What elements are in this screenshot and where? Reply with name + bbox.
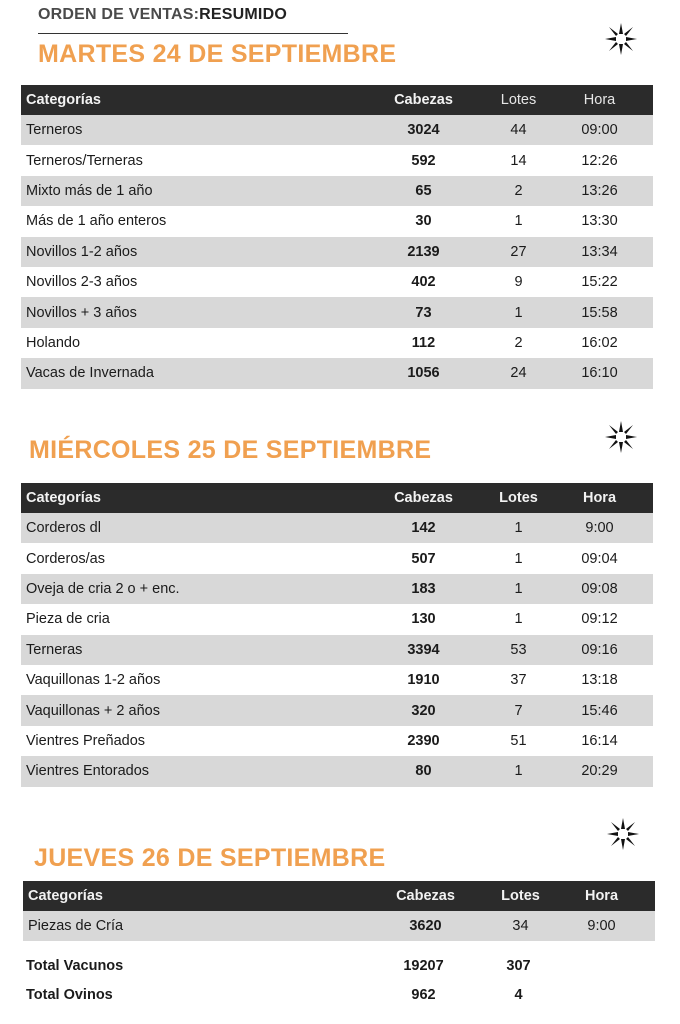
cell-categoria: Corderos/as bbox=[21, 543, 356, 573]
cell-categoria: Vacas de Invernada bbox=[21, 358, 356, 388]
cell-categoria: Terneros/Terneras bbox=[21, 145, 356, 175]
col-header-cabezas: Cabezas bbox=[356, 85, 491, 115]
title-divider bbox=[38, 33, 348, 34]
totals-row bbox=[21, 951, 653, 980]
table-row bbox=[21, 115, 653, 145]
cell-cabezas: 80 bbox=[356, 756, 491, 786]
cell-hora: 15:46 bbox=[546, 695, 653, 725]
cell-cabezas: 3620 bbox=[358, 911, 493, 941]
cell-categoria: Corderos dl bbox=[21, 513, 356, 543]
cell-categoria: Vientres Entorados bbox=[21, 756, 356, 786]
cell-hora: 13:34 bbox=[546, 237, 653, 267]
col-header-categoria: Categorías bbox=[21, 483, 356, 513]
cell-categoria: Novillos 2-3 años bbox=[21, 267, 356, 297]
total-label: Total Ovinos bbox=[26, 986, 113, 1003]
cell-hora: 16:02 bbox=[546, 328, 653, 358]
cell-cabezas: 183 bbox=[356, 574, 491, 604]
col-header-cabezas: Cabezas bbox=[358, 881, 493, 911]
cell-lotes: 7 bbox=[491, 695, 546, 725]
table-row bbox=[21, 513, 653, 543]
table-row bbox=[21, 267, 653, 297]
page-title-prefix: ORDEN DE VENTAS: bbox=[38, 6, 200, 23]
col-header-lotes: Lotes bbox=[493, 881, 548, 911]
cell-cabezas: 30 bbox=[356, 206, 491, 236]
cell-categoria: Piezas de Cría bbox=[23, 911, 358, 941]
day-title-tuesday: MARTES 24 DE SEPTIEMBRE bbox=[38, 40, 397, 68]
col-header-categoria: Categorías bbox=[21, 85, 356, 115]
cell-hora: 13:18 bbox=[546, 665, 653, 695]
cell-hora: 09:16 bbox=[546, 635, 653, 665]
table-row bbox=[21, 297, 653, 327]
cell-cabezas: 1056 bbox=[356, 358, 491, 388]
totals-table bbox=[21, 951, 653, 1009]
cell-lotes: 2 bbox=[491, 176, 546, 206]
cell-lotes: 53 bbox=[491, 635, 546, 665]
cell-categoria: Terneros bbox=[21, 115, 356, 145]
cell-hora: 09:00 bbox=[546, 115, 653, 145]
cell-categoria: Novillos 1-2 años bbox=[21, 237, 356, 267]
cell-cabezas: 142 bbox=[356, 513, 491, 543]
cell-categoria: Vientres Preñados bbox=[21, 726, 356, 756]
table-row bbox=[21, 328, 653, 358]
cell-lotes: 14 bbox=[491, 145, 546, 175]
table-row bbox=[21, 543, 653, 573]
total-cabezas: 19207 bbox=[403, 957, 444, 974]
total-lotes: 307 bbox=[506, 957, 531, 974]
cell-hora: 20:29 bbox=[546, 756, 653, 786]
day-title-thursday: JUEVES 26 DE SEPTIEMBRE bbox=[34, 844, 386, 872]
col-header-hora: Hora bbox=[548, 881, 655, 911]
cell-categoria: Vaquillonas 1-2 años bbox=[21, 665, 356, 695]
cell-categoria: Mixto más de 1 año bbox=[21, 176, 356, 206]
cell-lotes: 37 bbox=[491, 665, 546, 695]
cell-hora: 12:26 bbox=[546, 145, 653, 175]
table-row bbox=[23, 911, 655, 941]
asterisk-logo-icon bbox=[604, 22, 638, 56]
cell-cabezas: 1910 bbox=[356, 665, 491, 695]
table-row bbox=[21, 145, 653, 175]
cell-cabezas: 507 bbox=[356, 543, 491, 573]
day-title-wednesday: MIÉRCOLES 25 DE SEPTIEMBRE bbox=[29, 436, 432, 464]
cell-categoria: Terneras bbox=[21, 635, 356, 665]
page-title bbox=[38, 6, 287, 24]
table-row bbox=[21, 358, 653, 388]
table-row bbox=[21, 665, 653, 695]
col-header-hora: Hora bbox=[546, 483, 653, 513]
cell-cabezas: 130 bbox=[356, 604, 491, 634]
total-lotes: 4 bbox=[514, 986, 523, 1003]
table-row bbox=[21, 756, 653, 786]
cell-cabezas: 402 bbox=[356, 267, 491, 297]
col-header-hora: Hora bbox=[546, 85, 653, 115]
cell-lotes: 2 bbox=[491, 328, 546, 358]
cell-hora: 09:08 bbox=[546, 574, 653, 604]
total-label: Total Vacunos bbox=[26, 957, 124, 974]
cell-cabezas: 112 bbox=[356, 328, 491, 358]
table-row bbox=[21, 604, 653, 634]
col-header-lotes: Lotes bbox=[491, 483, 546, 513]
cell-lotes: 1 bbox=[491, 756, 546, 786]
totals-row bbox=[21, 980, 653, 1009]
cell-hora: 15:58 bbox=[546, 297, 653, 327]
cell-hora: 15:22 bbox=[546, 267, 653, 297]
cell-hora: 16:14 bbox=[546, 726, 653, 756]
cell-lotes: 24 bbox=[491, 358, 546, 388]
cell-categoria: Pieza de cria bbox=[21, 604, 356, 634]
table-row bbox=[21, 237, 653, 267]
cell-cabezas: 73 bbox=[356, 297, 491, 327]
col-header-lotes: Lotes bbox=[491, 85, 546, 115]
cell-hora: 13:30 bbox=[546, 206, 653, 236]
table-header-row bbox=[23, 881, 655, 911]
total-cabezas: 962 bbox=[411, 986, 436, 1003]
cell-cabezas: 3394 bbox=[356, 635, 491, 665]
cell-categoria: Vaquillonas + 2 años bbox=[21, 695, 356, 725]
table-row bbox=[21, 635, 653, 665]
cell-lotes: 1 bbox=[491, 543, 546, 573]
cell-hora: 9:00 bbox=[548, 911, 655, 941]
cell-lotes: 1 bbox=[491, 604, 546, 634]
cell-cabezas: 2390 bbox=[356, 726, 491, 756]
cell-cabezas: 65 bbox=[356, 176, 491, 206]
table-header-row bbox=[21, 85, 653, 115]
cell-hora: 09:04 bbox=[546, 543, 653, 573]
cell-categoria: Oveja de cria 2 o + enc. bbox=[21, 574, 356, 604]
cell-lotes: 1 bbox=[491, 206, 546, 236]
col-header-categoria: Categorías bbox=[23, 881, 358, 911]
cell-categoria: Novillos + 3 años bbox=[21, 297, 356, 327]
cell-cabezas: 3024 bbox=[356, 115, 491, 145]
cell-hora: 13:26 bbox=[546, 176, 653, 206]
cell-lotes: 44 bbox=[491, 115, 546, 145]
sales-table-thursday bbox=[23, 881, 655, 941]
cell-lotes: 1 bbox=[491, 574, 546, 604]
table-row bbox=[21, 695, 653, 725]
cell-lotes: 9 bbox=[491, 267, 546, 297]
page-title-suffix: RESUMIDO bbox=[199, 6, 287, 23]
table-row bbox=[21, 574, 653, 604]
cell-cabezas: 592 bbox=[356, 145, 491, 175]
cell-lotes: 51 bbox=[491, 726, 546, 756]
sales-table-wednesday bbox=[21, 483, 653, 787]
cell-hora: 9:00 bbox=[546, 513, 653, 543]
cell-lotes: 34 bbox=[493, 911, 548, 941]
cell-hora: 16:10 bbox=[546, 358, 653, 388]
cell-lotes: 1 bbox=[491, 297, 546, 327]
col-header-cabezas: Cabezas bbox=[356, 483, 491, 513]
table-row bbox=[21, 176, 653, 206]
cell-hora: 09:12 bbox=[546, 604, 653, 634]
table-row bbox=[21, 206, 653, 236]
table-row bbox=[21, 726, 653, 756]
cell-cabezas: 2139 bbox=[356, 237, 491, 267]
cell-lotes: 1 bbox=[491, 513, 546, 543]
cell-categoria: Más de 1 año enteros bbox=[21, 206, 356, 236]
cell-lotes: 27 bbox=[491, 237, 546, 267]
cell-cabezas: 320 bbox=[356, 695, 491, 725]
cell-categoria: Holando bbox=[21, 328, 356, 358]
total-empty bbox=[546, 980, 653, 1009]
total-empty bbox=[546, 951, 653, 980]
table-header-row bbox=[21, 483, 653, 513]
asterisk-logo-icon bbox=[606, 817, 640, 851]
sales-table-tuesday bbox=[21, 85, 653, 389]
asterisk-logo-icon bbox=[604, 420, 638, 454]
